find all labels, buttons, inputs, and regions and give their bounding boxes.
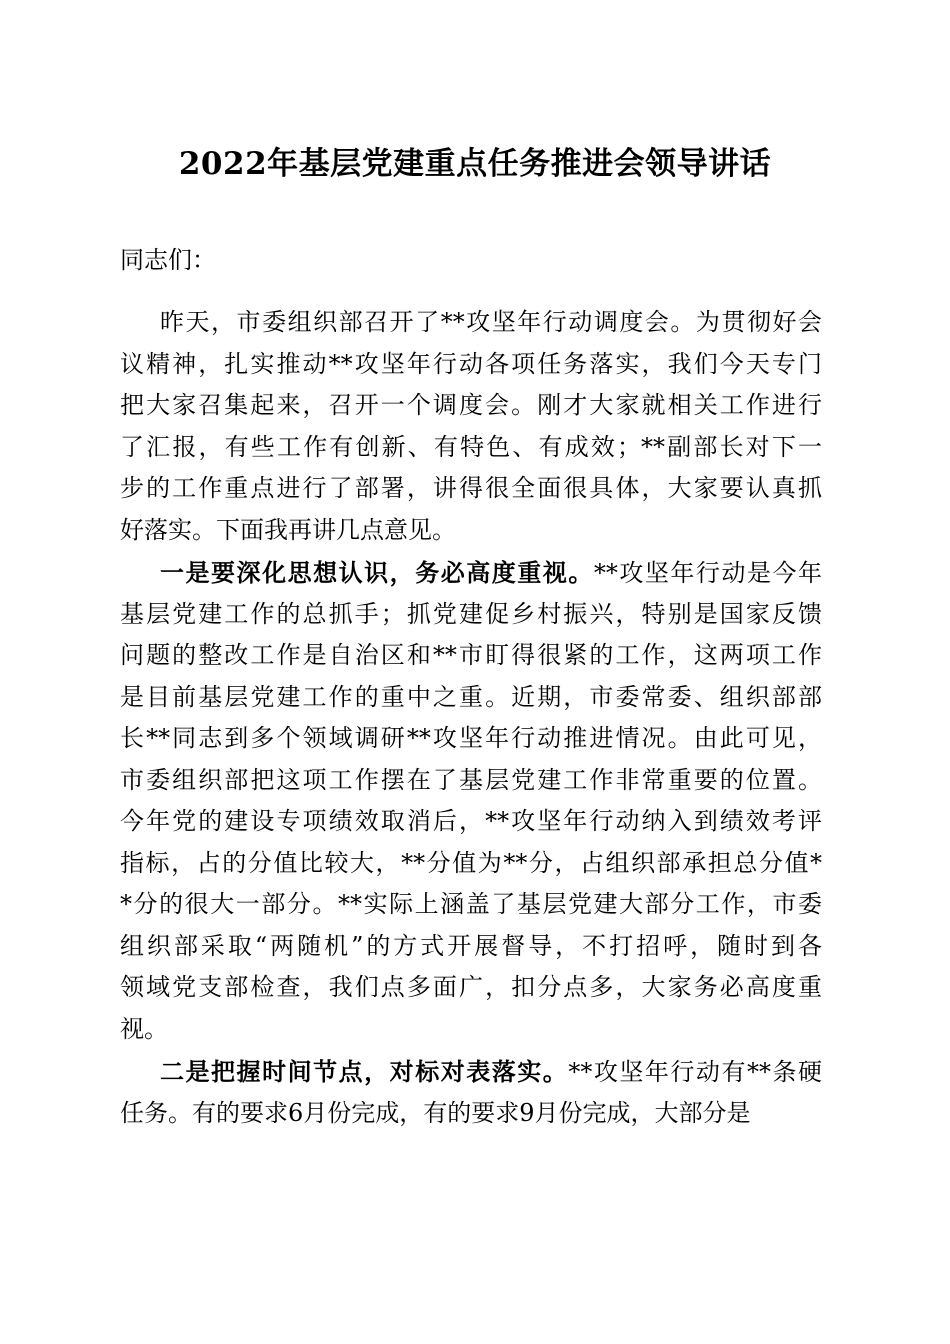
text-line xyxy=(120,635,822,677)
text-line xyxy=(120,760,822,802)
line-text: 领域党支部检查，我们点多面广，扣分点多，大家务必高度重 xyxy=(120,973,822,1001)
line-text: 今年党的建设专项绩效取消后，**攻坚年行动纳入到绩效考评 xyxy=(120,807,822,835)
paragraph xyxy=(120,1051,822,1134)
greeting: 同志们： xyxy=(120,246,216,274)
line-text: 问题的整改工作是自治区和**市盯得很紧的工作，这两项工作 xyxy=(120,641,822,669)
text-line xyxy=(120,302,822,344)
text-line xyxy=(120,552,822,594)
text-line xyxy=(120,1093,822,1135)
text-line xyxy=(120,344,822,386)
document-title: 2022年基层党建重点任务推进会领导讲话 xyxy=(178,146,772,182)
line-text: 基层党建工作的总抓手；抓党建促乡村振兴，特别是国家反馈 xyxy=(120,599,822,628)
text-line xyxy=(120,884,822,926)
text-line xyxy=(120,1009,822,1051)
text-line xyxy=(120,801,822,843)
line-text: **攻坚年行动是今年 xyxy=(593,559,823,587)
line-text: 了汇报，有些工作有创新、有特色、有成效；**副部长对下一 xyxy=(120,432,822,461)
paragraph xyxy=(120,302,822,551)
line-text: 组织部采取“两随机”的方式开展督导，不打招呼，随时到各 xyxy=(120,931,822,960)
line-text: 是目前基层党建工作的重中之重。近期，市委常委、组织部部 xyxy=(120,682,822,711)
line-text: 昨天，市委组织部召开了**攻坚年行动调度会。为贯彻好会 xyxy=(160,308,822,336)
text-line xyxy=(120,677,822,719)
line-text: 长**同志到多个领域调研**攻坚年行动推进情况。由此可见， xyxy=(120,724,822,752)
line-text: 把大家召集起来，召开一个调度会。刚才大家就相关工作进行 xyxy=(120,391,822,419)
paragraph-heading: 二是把握时间节点，对标对表落实。 xyxy=(160,1057,569,1086)
line-text: 议精神，扎实推动**攻坚年行动各项任务落实，我们今天专门 xyxy=(120,349,822,378)
text-line xyxy=(120,926,822,968)
text-line xyxy=(120,594,822,636)
line-text: 好落实。下面我再讲几点意见。 xyxy=(120,515,456,544)
paragraph-heading: 一是要深化思想认识，务必高度重视。 xyxy=(160,558,594,587)
line-text: **攻坚年行动有**条硬 xyxy=(568,1058,823,1086)
line-text: 任务。有的要求6月份完成，有的要求9月份完成，大部分是 xyxy=(120,1098,751,1127)
text-line xyxy=(120,843,822,885)
line-text: 市委组织部把这项工作摆在了基层党建工作非常重要的位置。 xyxy=(120,765,822,794)
text-line xyxy=(120,468,822,510)
text-line xyxy=(120,427,822,469)
line-text: 指标，占的分值比较大，**分值为**分，占组织部承担总分值* xyxy=(120,848,822,877)
document-body xyxy=(120,302,822,1134)
paragraph xyxy=(120,552,822,1050)
line-text: 视。 xyxy=(120,1014,168,1043)
text-line xyxy=(120,718,822,760)
text-line xyxy=(120,967,822,1009)
line-text: 步的工作重点进行了部署，讲得很全面很具体，大家要认真抓 xyxy=(120,474,822,502)
text-line xyxy=(120,1051,822,1093)
text-line xyxy=(120,510,822,552)
text-line xyxy=(120,385,822,427)
line-text: *分的很大一部分。**实际上涵盖了基层党建大部分工作，市委 xyxy=(120,890,822,918)
